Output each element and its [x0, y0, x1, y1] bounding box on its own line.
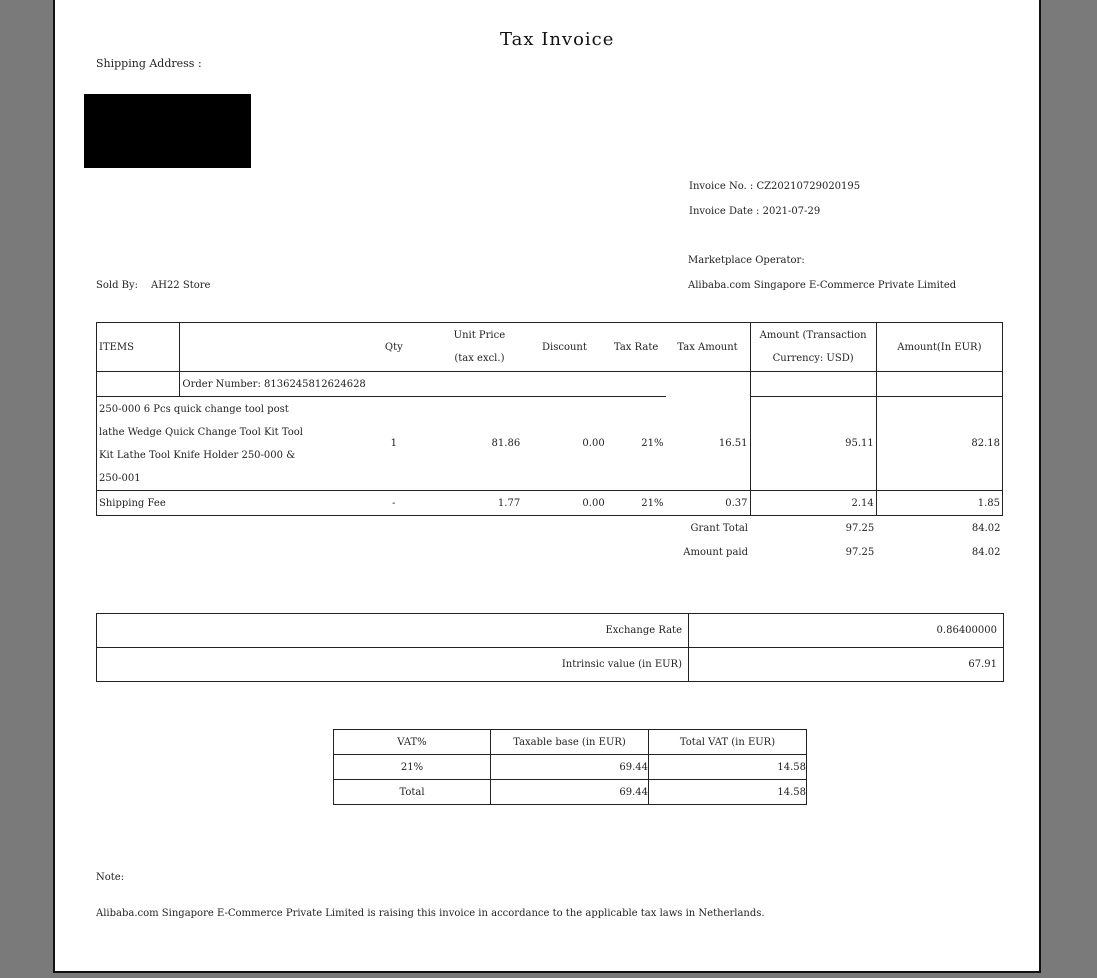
header-discount: Discount [522, 323, 607, 372]
invoice-date: Invoice Date : 2021-07-29 [689, 206, 821, 217]
amount-paid-row [97, 541, 1003, 565]
vat-header-total: Total VAT (in EUR) [649, 730, 807, 755]
product-qty: 1 [390, 438, 398, 449]
vat-total-base: 69.44 [491, 780, 649, 805]
order-number-row [97, 372, 1003, 397]
product-discount: 0.00 [582, 438, 605, 449]
order-number: Order Number: 8136245812624628 [180, 372, 666, 397]
grant-total-transaction: 97.25 [845, 522, 875, 534]
vat-total: 14.58 [649, 755, 807, 780]
exchange-rate-value: 0.86400000 [689, 614, 1004, 648]
vat-header-rate: VAT% [334, 730, 491, 755]
items-table [96, 322, 1003, 565]
exchange-rate-row [97, 614, 1004, 648]
header-tax-rate: Tax Rate [607, 323, 666, 372]
invoice-page [53, 0, 1041, 973]
vat-table [333, 729, 807, 805]
exchange-rate-table [96, 613, 1004, 682]
vat-header-base: Taxable base (in EUR) [491, 730, 649, 755]
header-amount-transaction: Amount (Transaction Currency: USD) [750, 323, 876, 372]
header-items: ITEMS [97, 323, 180, 372]
product-tax-rate: 21% [641, 438, 664, 449]
shipping-fee-label: Shipping Fee [97, 491, 352, 516]
grant-total-eur: 84.02 [971, 522, 1001, 534]
shipping-amount-eur: 1.85 [876, 491, 1002, 516]
marketplace-operator-label: Marketplace Operator: [688, 255, 805, 266]
table-row [97, 491, 1003, 516]
vat-total-amount: 14.58 [649, 780, 807, 805]
sold-by-value: AH22 Store [151, 280, 211, 291]
vat-rate: 21% [334, 755, 491, 780]
marketplace-operator-name: Alibaba.com Singapore E-Commerce Private Limited [688, 280, 957, 291]
table-row [334, 780, 807, 805]
vat-total-label: Total [334, 780, 491, 805]
intrinsic-value-row [97, 648, 1004, 682]
header-unit-price: Unit Price (tax excl.) [437, 323, 523, 372]
table-row [334, 755, 807, 780]
exchange-rate-label: Exchange Rate [97, 614, 689, 648]
shipping-qty: - [351, 491, 437, 516]
product-description: 250-000 6 Pcs quick change tool post lathe Wedge Quick Change Tool Kit Tool Kit Lathe Tool Knife Holder 250-000 & 250-001 [97, 397, 352, 491]
amount-paid-label: Amount paid [683, 547, 749, 558]
page-title: Tax Invoice [500, 29, 615, 50]
sold-by-label: Sold By: [96, 280, 139, 291]
items-header-row [97, 323, 1003, 372]
header-tax-amount: Tax Amount [666, 323, 751, 372]
product-amount-eur: 82.18 [876, 397, 1002, 491]
grant-total-row [97, 516, 1003, 541]
header-amount-eur: Amount(In EUR) [876, 323, 1002, 372]
vat-header-row [334, 730, 807, 755]
amount-paid-transaction: 97.25 [845, 547, 875, 558]
header-qty: Qty [351, 323, 437, 372]
grant-total-label: Grant Total [690, 522, 749, 534]
product-unit-price: 81.86 [491, 438, 521, 449]
shipping-discount: 0.00 [522, 491, 607, 516]
product-amount-transaction: 95.11 [750, 397, 876, 491]
shipping-unit-price: 1.77 [437, 491, 523, 516]
table-row [97, 397, 1003, 491]
amount-paid-eur: 84.02 [971, 547, 1001, 558]
shipping-tax-rate: 21% [607, 491, 666, 516]
invoice-number: Invoice No. : CZ20210729020195 [689, 181, 861, 192]
product-tax-amount: 16.51 [666, 397, 751, 491]
note-label: Note: [96, 872, 125, 883]
vat-base: 69.44 [491, 755, 649, 780]
note-text: Alibaba.com Singapore E-Commerce Private Limited is raising this invoice in accordance to the applicable tax laws in Netherlands. [96, 908, 765, 919]
shipping-amount-transaction: 2.14 [750, 491, 876, 516]
intrinsic-value-value: 67.91 [689, 648, 1004, 682]
shipping-address-label: Shipping Address : [96, 57, 202, 70]
intrinsic-value-label: Intrinsic value (in EUR) [97, 648, 689, 682]
shipping-tax-amount: 0.37 [666, 491, 751, 516]
redacted-address-block [84, 94, 251, 168]
